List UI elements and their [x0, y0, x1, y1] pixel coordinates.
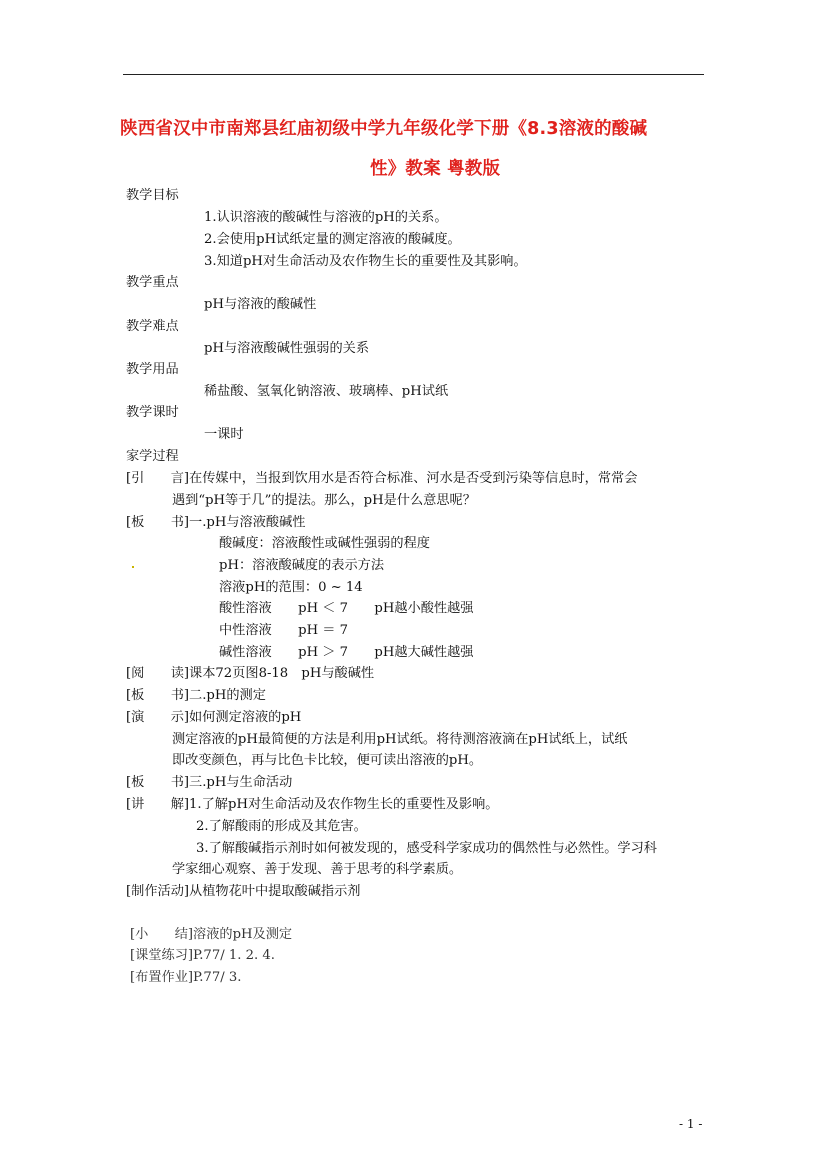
objective-item-1: 1.认识溶液的酸碱性与溶液的pH的关系。 [204, 210, 448, 225]
lesson-hours-text: 一课时 [204, 427, 244, 442]
intro-paragraph-line-1: [引 言]在传媒中，当报到饮用水是否符合标准、河水是否受到污染等信息时，常常会 [126, 471, 638, 486]
section-heading-key-points: 教学重点 [126, 275, 179, 290]
document-title-line-2: 性》教案 粤教版 [370, 159, 501, 179]
section-heading-difficulties: 教学难点 [126, 319, 179, 334]
demo-heading: [演 示]如何测定溶液的pH [126, 710, 302, 725]
board-1-acidic-row: 酸性溶液 pH ＜ 7 pH越小酸性越强 [219, 601, 474, 616]
homework-line: [布置作业]P.77/ 3. [130, 970, 242, 985]
objective-item-2: 2.会使用pH试纸定量的测定溶液的酸碱度。 [204, 232, 461, 247]
explain-item-3-line-1: 3.了解酸碱指示剂时如何被发现的，感受科学家成功的偶然性与必然性。学习科 [196, 841, 657, 856]
materials-text: 稀盐酸、氢氧化钠溶液、玻璃棒、pH试纸 [204, 384, 449, 399]
objective-item-3: 3.知道pH对生命活动及农作物生长的重要性及其影响。 [204, 254, 527, 269]
board-1-neutral-row: 中性溶液 pH ＝ 7 [219, 623, 349, 638]
board-heading-1: [板 书]一.pH与溶液酸碱性 [126, 515, 306, 530]
difficulty-text: pH与溶液酸碱性强弱的关系 [204, 341, 370, 356]
demo-paragraph-line-1: 测定溶液的pH最简便的方法是利用pH试纸。将待测溶液滴在pH试纸上，试纸 [172, 732, 628, 747]
key-point-text: pH与溶液的酸碱性 [204, 297, 317, 312]
section-heading-materials: 教学用品 [126, 362, 179, 377]
board-1-alkaline-row: 碱性溶液 pH ＞ 7 pH越大碱性越强 [219, 645, 474, 660]
activity-line: [制作活动]从植物花叶中提取酸碱指示剂 [126, 884, 361, 899]
board-1-definition-acidity: 酸碱度：溶液酸性或碱性强弱的程度 [219, 536, 430, 551]
demo-paragraph-line-2: 即改变颜色，再与比色卡比较，便可读出溶液的pH。 [172, 753, 483, 768]
explain-item-2: 2.了解酸雨的形成及其危害。 [196, 819, 367, 834]
section-heading-lesson-hours: 教学课时 [126, 405, 179, 420]
practice-line: [课堂练习]P.77/ 1. 2. 4. [130, 948, 275, 963]
intro-paragraph-line-2: 遇到“pH等于几”的提法。那么，pH是什么意思呢？ [172, 493, 476, 508]
explain-item-3-line-2: 学家细心观察、善于发现、善于思考的科学素质。 [172, 862, 463, 877]
board-1-ph-range: 溶液pH的范围：0 ~ 14 [219, 580, 363, 595]
document-title-line-1: 陕西省汉中市南郑县红庙初级中学九年级化学下册《8.3溶液的酸碱 [120, 119, 648, 139]
section-heading-process: 家学过程 [126, 449, 179, 464]
header-rule [123, 74, 704, 75]
page-number: - 1 - [679, 1117, 703, 1131]
summary-line: [小 结]溶液的pH及测定 [130, 927, 293, 942]
section-heading-objectives: 教学目标 [126, 188, 179, 203]
board-heading-3: [板 书]三.pH与生命活动 [126, 775, 293, 790]
explain-item-1: [讲 解]1.了解pH对生命活动及农作物生长的重要性及影响。 [126, 797, 499, 812]
reading-line: [阅 读]课本72页图8-18 pH与酸碱性 [126, 666, 375, 681]
board-1-definition-ph: pH：溶液酸碱度的表示方法 [219, 558, 385, 573]
board-heading-2: [板 书]二.pH的测定 [126, 688, 266, 703]
stray-dot-mark [132, 566, 134, 568]
